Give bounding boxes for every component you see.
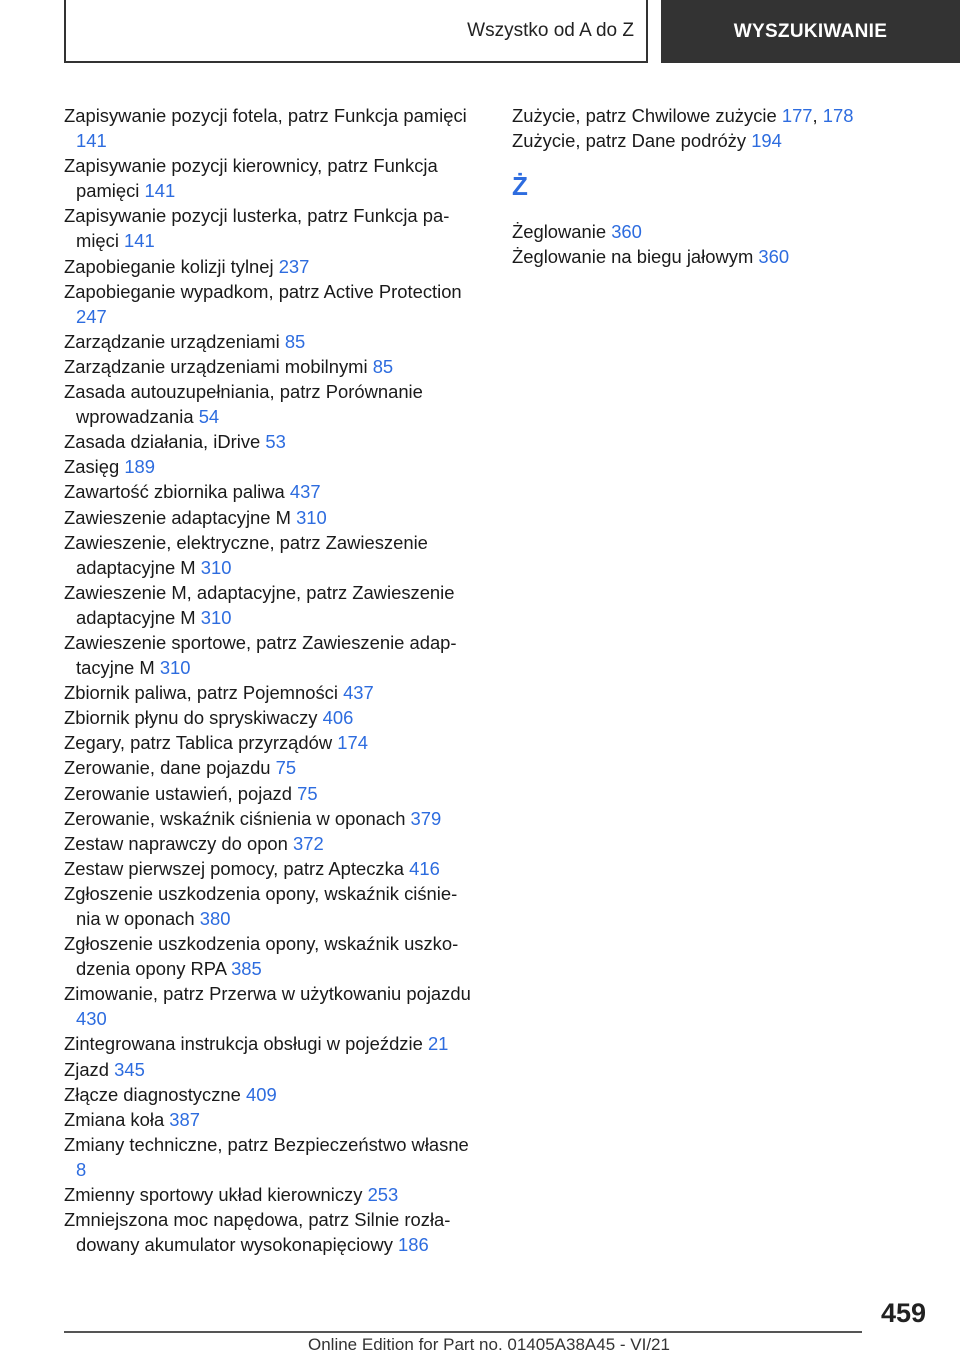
index-term: Zerowanie, dane pojazdu	[64, 757, 271, 779]
index-entry	[64, 931, 474, 981]
index-entry	[64, 831, 474, 856]
page-link[interactable]: 54	[198, 406, 220, 428]
index-group-z-dot	[512, 219, 932, 269]
page-link[interactable]: 310	[200, 606, 232, 628]
index-entry	[64, 379, 474, 429]
index-term: Zmiany techniczne, patrz Bezpieczeństwo własne	[64, 1133, 469, 1155]
page-link[interactable]: 310	[200, 556, 232, 578]
page-link[interactable]: 194	[751, 130, 782, 152]
index-term: Żeglowanie	[512, 221, 607, 243]
index-entry	[64, 254, 474, 279]
page-link[interactable]: 385	[231, 958, 262, 980]
index-entry	[512, 128, 932, 153]
index-entry: Zużycie, patrz Chwilowe zużycie 177, 178	[512, 105, 854, 126]
index-term: Zapobieganie wypadkom, patrz Active Protection	[64, 280, 462, 302]
index-term: Zawieszenie sportowe, patrz Zawieszenie adaptacyjne M	[64, 631, 457, 679]
index-entry	[64, 1107, 474, 1132]
index-entry	[64, 730, 474, 755]
page-link[interactable]: 141	[124, 230, 155, 252]
index-term: Zapisywanie pozycji lusterka, patrz Funkcja pamięci	[64, 205, 450, 252]
index-term: Zgłoszenie uszkodzenia opony, wskaźnik uszkodzenia opony RPA	[64, 933, 459, 980]
header-section-title	[64, 0, 648, 63]
header-section-label: Wszystko od A do Z	[467, 19, 634, 41]
index-entry	[64, 881, 474, 931]
index-term: Zintegrowana instrukcja obsługi w pojeździe	[64, 1033, 423, 1055]
index-entry	[512, 219, 932, 244]
index-entry	[64, 279, 474, 329]
index-entry	[64, 153, 474, 203]
index-entry	[64, 1207, 474, 1257]
index-term: Zarządzanie urządzeniami mobilnymi	[64, 355, 368, 377]
index-term: Zmienny sportowy układ kierowniczy	[64, 1184, 363, 1206]
page-link[interactable]: 372	[293, 832, 324, 854]
index-term: Zbiornik paliwa, patrz Pojemności	[64, 682, 338, 704]
index-entry	[64, 806, 474, 831]
index-entry	[64, 103, 474, 153]
page-link[interactable]: 379	[410, 807, 442, 829]
index-column-right	[512, 103, 932, 269]
page-link[interactable]: 178	[822, 105, 854, 126]
page-link[interactable]: 253	[367, 1184, 399, 1206]
footer-divider	[64, 1331, 862, 1333]
index-entry	[64, 856, 474, 881]
index-term: Zużycie, patrz Chwilowe zużycie	[512, 105, 777, 126]
index-entry	[64, 1132, 474, 1182]
index-term: Żeglowanie na biegu jałowym	[512, 246, 754, 268]
index-term: Zmiana koła	[64, 1108, 165, 1130]
index-entry	[64, 705, 474, 730]
index-term: Zestaw naprawczy do opon	[64, 832, 288, 854]
page-link[interactable]: 75	[275, 757, 297, 779]
index-term: Zapisywanie pozycji fotela, patrz Funkcja pamięci	[64, 105, 467, 126]
page-link[interactable]: 360	[758, 246, 790, 268]
index-term: Zerowanie ustawień, pojazd	[64, 782, 292, 804]
index-term: Zmniejszona moc napędowa, patrz Silnie rozładowany akumulator wysokonapięciowy	[64, 1209, 451, 1256]
index-entry	[64, 329, 474, 354]
index-term: Zasięg	[64, 456, 120, 478]
page-link[interactable]: 345	[114, 1058, 145, 1080]
index-term: Zegary, patrz Tablica przyrządów	[64, 732, 333, 754]
page-link[interactable]: 430	[76, 1008, 107, 1030]
index-term: Zestaw pierwszej pomocy, patrz Apteczka	[64, 857, 405, 879]
index-term: Zbiornik płynu do spryskiwaczy	[64, 707, 318, 729]
page-link[interactable]: 141	[76, 130, 107, 152]
index-entry	[64, 1031, 474, 1056]
index-entry	[64, 755, 474, 780]
index-term: Zimowanie, patrz Przerwa w użytkowaniu pojazdu	[64, 983, 471, 1005]
index-term: Zużycie, patrz Dane podróży	[512, 130, 747, 152]
page-link[interactable]: 21	[427, 1033, 449, 1055]
index-entry	[64, 1057, 474, 1082]
index-term: Zjazd	[64, 1058, 109, 1080]
page-link[interactable]: 310	[159, 657, 191, 679]
page-link[interactable]: 141	[144, 180, 176, 202]
index-group-z	[512, 103, 932, 153]
footer-edition: Online Edition for Part no. 01405A38A45 - VI/21	[308, 1335, 670, 1354]
index-entry	[64, 981, 474, 1031]
index-entry	[512, 244, 932, 269]
page-link[interactable]: 189	[124, 456, 156, 478]
index-entry	[64, 429, 474, 454]
page-link[interactable]: 310	[296, 506, 327, 528]
header-tab-label: WYSZUKIWANIE	[733, 20, 888, 42]
page-link[interactable]: 247	[76, 305, 107, 327]
page-link[interactable]: 177	[781, 105, 813, 126]
page-link[interactable]: 53	[265, 431, 286, 453]
page-link[interactable]: 75	[297, 782, 318, 804]
page-link[interactable]: 416	[409, 857, 440, 879]
page-number: 459	[880, 1298, 926, 1328]
index-entry	[64, 479, 474, 504]
index-entry	[64, 1182, 474, 1207]
index-term: Złącze diagnostyczne	[64, 1083, 241, 1105]
index-entry	[64, 530, 474, 580]
index-entry	[64, 580, 474, 630]
section-letter: Ż	[512, 171, 528, 202]
index-entry	[64, 680, 474, 705]
index-term: Zasada działania, iDrive	[64, 431, 261, 453]
index-entry	[64, 1082, 474, 1107]
index-term: Zasada autouzupełniania, patrz Porównanie wprowadzania	[64, 381, 423, 428]
page-link[interactable]: 8	[76, 1158, 87, 1180]
page-link[interactable]: 360	[611, 221, 642, 243]
page-link[interactable]: 186	[398, 1234, 429, 1256]
index-entry	[64, 354, 474, 379]
page-link[interactable]: 387	[169, 1108, 200, 1130]
header-tab-search[interactable]	[661, 0, 960, 63]
page-link[interactable]: 409	[245, 1083, 277, 1105]
page-link[interactable]: 437	[343, 682, 374, 704]
index-term: Zapobieganie kolizji tylnej	[64, 255, 274, 277]
page-link[interactable]: 380	[199, 908, 231, 929]
index-term: Zarządzanie urządzeniami	[64, 330, 280, 352]
index-term: Zawieszenie, elektryczne, patrz Zawieszenie adaptacyjne M	[64, 531, 428, 578]
index-term: Zgłoszenie uszkodzenia opony, wskaźnik ciśnienia w oponach	[64, 882, 458, 929]
index-term: Zawieszenie adaptacyjne M	[64, 506, 291, 528]
index-term: Zapisywanie pozycji kierownicy, patrz Funkcja pamięci	[64, 155, 438, 202]
page-link[interactable]: 85	[284, 330, 306, 352]
index-term: Zawartość zbiornika paliwa	[64, 481, 285, 503]
index-term: Zerowanie, wskaźnik ciśnienia w oponach	[64, 807, 406, 829]
index-entry	[64, 454, 474, 479]
page-link[interactable]: 406	[322, 707, 354, 729]
index-column-left	[64, 103, 474, 1257]
index-entry	[64, 630, 474, 680]
index-term: Zawieszenie M, adaptacyjne, patrz Zawieszenie adaptacyjne M	[64, 581, 455, 628]
index-entry	[64, 203, 474, 253]
page-link[interactable]: 437	[289, 481, 321, 503]
page-link[interactable]: 174	[337, 732, 368, 754]
page-link[interactable]: 237	[278, 255, 310, 277]
page-link[interactable]: 85	[372, 355, 394, 377]
index-entry	[64, 781, 474, 806]
index-entry	[64, 505, 474, 530]
